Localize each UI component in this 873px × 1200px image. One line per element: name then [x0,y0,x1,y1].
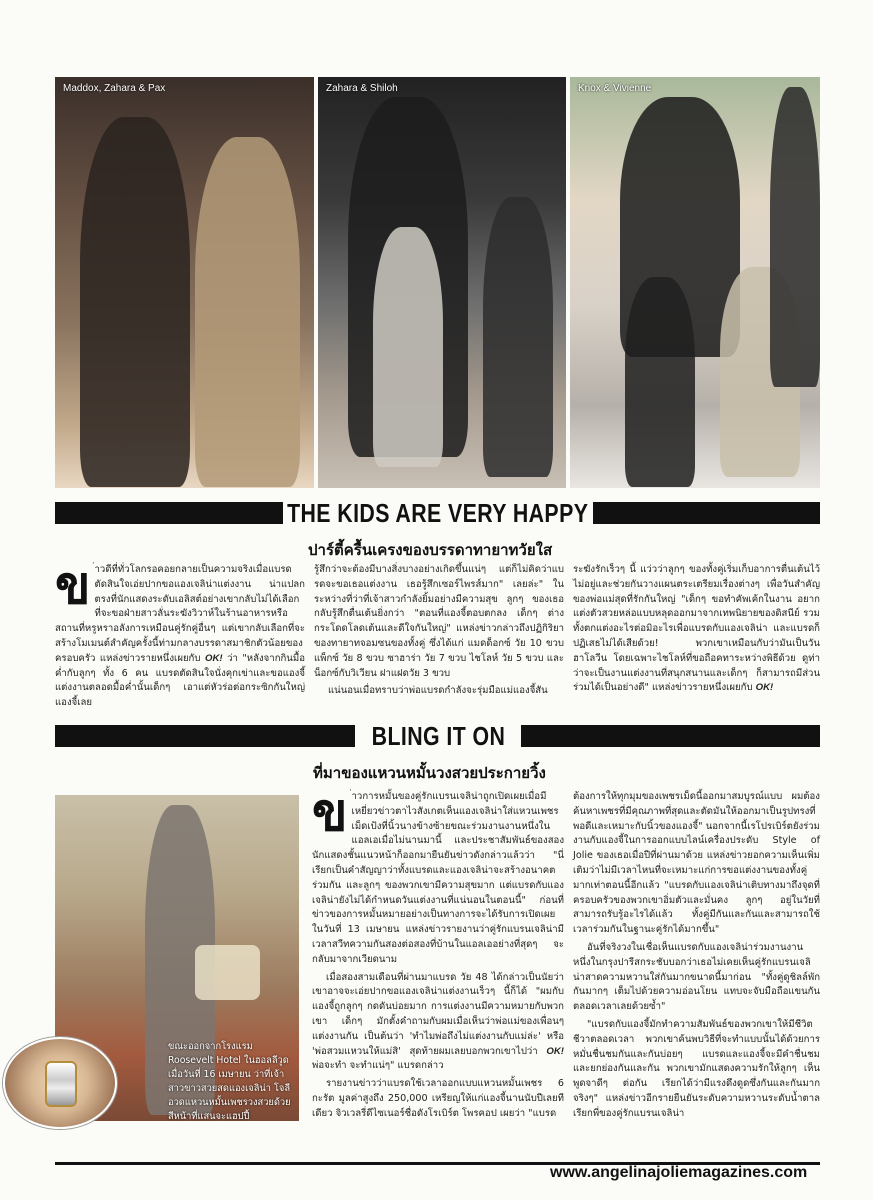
article-column-2 [314,563,564,702]
ok-logo: OK! [755,682,774,694]
figure-shape [80,117,190,487]
handbag-shape [195,945,260,1000]
section-banner [55,497,820,528]
body-text: "แบรดกับแองจี้มักทำความสัมพันธ์ของพวกเขาให้มีชีวิตชีวาตลอดเวลา พวกเขาค้นพบวิธีที่จะทำแบบนั้นได้ด้วยการหมั่นชื่นชมกันและกันบ่อยๆ แบรดและแองจี้จะมีคำชื่นชมและยกย่องกันและกัน พวกเขามักแสดงความรักให้ลูกๆ เห็น พูดจาดีๆ ต่อกัน เรียกได้ว่ามีแรงดึงดูดซึ่งกันและกันมากจริงๆ" แหล่งข่าวอีกรายยืนยันระดับความหวานระดับน้ำตาลเรียกพี่ของคู่รักแบรนเจลิน่า [573,1018,820,1119]
figure-shape [195,137,300,487]
body-text: ต้องการให้ทุกมุมของเพชรเม็ดนี้ออกมาสมบูรณ์แบบ ผมต้องค้นหาเพชรที่มีคุณภาพที่สุดและตัดมันให้ออกมาเป็นรูปทรงที่พอดีและเหมาะกับนิ้วของแองจี้" นอกจากนี้เรโปรเบิร์ตยังร่วมงานกับแองจี้ในการออกแบบไลน์เครื่องประดับ Style of Jolie ของเธอเมื่อปีที่ผ่านมาด้วย แหล่งข่าวยอกความเห็นเพิ่มเติมว่าไม่มีเวลาไหนที่จะเหมาะแก่การขอแต่งงานของทั้งคู่มากเท่าตอนนี้อีกแล้ว "แบรดกับแองเจลิน่าเติบทางมาถึงจุดที่ครอบครัวของพวกเขาอิ่มตัวและมั่นคง ลูกๆ อยู่ในวัยที่สามารถรับรู้อะไรได้แล้ว ทั้งคู่มีกันและกันและสามารถใช้เวลาร่วมกันในฐานะคู่รักได้มากขึ้น" [573,791,820,936]
section-title: BLING IT ON [371,720,505,751]
figure-shape [373,227,443,467]
ring-closeup [3,1037,117,1129]
body-text: ่าวการหมั้นของคู่รักแบรนเจลิน่าถูกเปิดเผยเมื่อมีเหยี่ยวข่าวตาไวสังเกตเห็นแองเจลิน่าใส่แหวนเพชรเม็ดเป้งที่นิ้วนางข้างซ้ายขณะร่วมงานงานหนึ่งในแอลเอเมื่อไม่นานมานี้ และประชาสัมพันธ์ของสองนักแสดงชั้นแนวหน้าก็ออกมายืนยันข่าวดังกล่าวแล้วว่า "นี่เรียกเป็นคำสัญญาว่าทั้งแบรดและแองเจลิน่าจะสร้างอนาคตร่วมกัน และลูกๆ ของพวกเขามีความสุขมาก แต่แบรดกับแองเจลิน่ายังไม่ได้กำหนดวันแต่งงานที่แน่นอนในตอนนี้" ก่อนที่ข่าวของการหมั้นหมายอย่างเป็นทางการจะได้รับการเปิดเผยในวันที่ 13 เมษายน แหล่งข่าวรายงานว่าคู่รักแบรนเจลิน่ามีเวลาสวีทความกันสองต่อสองที่บ้านในแอลเออย่างที่สุดๆ จะกลับมาจากเวียดนาม [312,791,564,965]
ok-logo: OK! [204,652,223,664]
figure-shape [770,87,820,387]
photo-caption: ขณะออกจากโรงแรม Roosevelt Hotel ในฮอลลีวูดเมื่อวันที่ 16 เมษายน ว่าที่เจ้าสาวขาวสวยสดแองเจลิน่า โจลี อวดแหวนหมั้นเพชรวงสวยด้วยสีหน้าที่แสนจะแฮปปี้ [168,1041,291,1122]
section-subtitle: ที่มาของแหวนหมั้นวงสวยประกายวิ้ง [313,764,546,782]
photo-knox-vivienne [570,77,820,488]
section-title: THE KIDS ARE VERY HAPPY [287,497,589,528]
article-column-3 [573,790,820,1125]
body-text: แหล่งข่าวรายหนึ่งเผยกับ [99,652,201,664]
section-subtitle: ปาร์ตี้ครื้นเครงของบรรดาทายาทวัยใส [308,541,553,559]
body-text: เมื่อสองสามเดือนที่ผ่านมาแบรด วัย 48 ได้กล่าวเป็นนัยว่าเขาอาจจะเอ่ยปากขอแองเจลิน่าแต่งงานเร็วๆ นี้ก็ได้ "ผมกับแองจี้ถูกลูกๆ กดดันบ่อยมาก การแต่งงานมีความหมายกับพวกเขา เด็กๆ มักตั้งคำถามกับผมเมื่อเห็นว่าพ่อแม่ของเพื่อนๆ แต่งงานกัน เป็นต้นว่า 'ทำไมพ่อถึงไม่แต่งงานกับแม่ล่ะ' หรือ 'พ่อสวมแหวนให้แม่สิ' สุดท้ายผมเลยบอกพวกเขาไปว่า [312,971,564,1057]
photo-caption: Zahara & Shiloh [326,83,398,94]
article-column-2 [312,785,564,1125]
body-text: รู้สึกว่าจะต้องมีบางสิ่งบางอย่างเกิดขึ้นแน่ๆ แต่ก็ไม่คิดว่าแบรดจะขอเธอแต่งงาน เธอรู้สึกเซอร์ไพรส์มาก" เลยล่ะ" ในระหว่างที่ว่าที่เจ้าสาวกำลังยิ้มอย่างมีความสุข ลูกๆ ของเธอกลับรู้สึกตื่นเต้นยิ่งกว่า "ตอนที่แองจี้ตอบตกลง เด็กๆ ต่างกระโดดโลดเต้นและดีใจกันใหญ่" แหล่งข่าวกล่าวถึงปฏิกิริยาของทายาทจอมซนของทั้งคู่ ซึ่งได้แก่ แมดด็อกซ์ วัย 10 ขวบ แพ็กซ์ วัย 8 ขวบ ซาฮาร่า วัย 7 ขวบ ไชโลห์ วัย 5 ขวบ และน็อกซ์กับวิเวียน ฝาแฝดวัย 3 ขวบ [314,564,564,679]
photo-caption: Maddox, Zahara & Pax [63,83,166,94]
body-text: แน่นอนเมื่อทราบว่าพ่อแบรดกำลังจะรุ่มมือแม่แองจี้สัน [328,685,548,697]
body-text: ่าวดีที่ทั่วโลกรอคอยกลายเป็นความจริงเมื่อแบรดตัดสินใจเอ่ยปากขอแองเจลิน่าแต่งงาน น่าแปลกตรงที่นักแสดงระดับเอลิสต์อย่างเขากลับไม่ได้เลือกที่จะขอฝ่ายสาวลั่นระฆังวิวาห์ในร้านอาหารหรือสถานที่หรูหราอลังการเหมือนคู่รักคู่อื่นๆ แต่เขากลับเลือกที่จะสร้างโมเมนต์สำคัญครั้งนี้ท่ามกลางบรรดาสมาชิกตัวน้อยของครอบครัว [55,564,305,664]
body-text: รายงานข่าวว่าแบรดใช้เวลาออกแบบแหวนหมั้นเพชร 6 กะรัต มูลค่าสูงถึง 250,000 เหรียญให้แก่แองจี้นานนับปีเลยทีเดียว จิวเวลรี่ดีไซเนอร์ชื่อดังโรเบิร์ต โพรคอป เผยว่า "แบรด [312,1078,564,1119]
drop-cap: ข [55,558,91,615]
footer-url[interactable]: www.angelinajoliemagazines.com [550,1164,808,1181]
ring-icon [45,1061,77,1107]
photo-maddox-zahara-pax [55,77,314,488]
body-text: พ่อจะทำ จะทำแน่ๆ" แบรดกล่าว [312,1060,444,1072]
article-column-3 [573,563,820,696]
photo-zahara-shiloh [318,77,566,488]
drop-cap: ข [312,785,348,842]
photo-caption: Knox & Vivienne [578,83,652,94]
ok-logo: OK! [546,1045,564,1057]
body-text: ระฆังรักเร็วๆ นี้ แว่วว่าลูกๆ ของทั้งคู่เริ่มเก็บอาการตื่นเต้นไว้ไม่อยู่และช่วยกันวางแผนตระเตรียมเรื่องต่างๆ เพื่อวันสำคัญของพ่อแม่สุดที่รักกันใหญ่ "เด็กๆ ขอทำคัพเค้กในงาน อยากแต่งตัวสวยหล่อแบบหลุดออกมาจากเทพนิยายของดิสนีย์ รวมทั้งตกแต่งอะไรต่อมิอะไรเพื่อแบรดกับแองเจลิน่า และแบรดก็ปฏิเสธไม่ได้เสียด้วย! พวกเขาเหมือนกับว่ามันเป็นวันฮาโลวีน โดยเฉพาะไชโลห์ที่ขอถือคทาระหว่างพิธีด้วย ดูท่าว่าจะเป็นงานแต่งงานที่สนุกสนานและเด็กๆ ก็สามารถมีส่วนร่วมได้เป็นอย่างดี" แหล่งข่าวรายหนึ่งเผยกับ [573,564,820,694]
section-banner [55,720,820,751]
body-text: ว่า "หลังจากกินมื้อค่ำกับลูกๆ ทั้ง 6 คน แบรดตัดสินใจนั่งคุกเข่าและขอแองจี้แต่งงานตลอดมื้อค่ำนั้นเด็กๆ เอาแต่หัวร่อต่อกระซิกกันใหญ่ แองจี้เลย [55,652,305,709]
body-text: อันที่จริงวงในเชื่อเห็นแบรดกับแองเจลิน่าร่วมงานงานหนึ่งในกรุงปารีสกระชับบอกว่าเธอไม่เคยเห็นคู่รักแบรนเจลิน่าสาดความหวานใส่กันมากขนาดนี้มาก่อน "ทั้งคู่ดูชิลล์พักกันมากๆ เต็มไปด้วยความอ่อนโยน แทบจะจับมือถือแขนกันตลอดเวลาเลยด้วยซ้ำ" [573,941,820,1013]
body-paragraph [312,785,564,968]
body-paragraph [312,971,564,1075]
figure-shape [483,197,553,477]
article-column-1 [55,558,305,711]
figure-shape [625,277,695,487]
